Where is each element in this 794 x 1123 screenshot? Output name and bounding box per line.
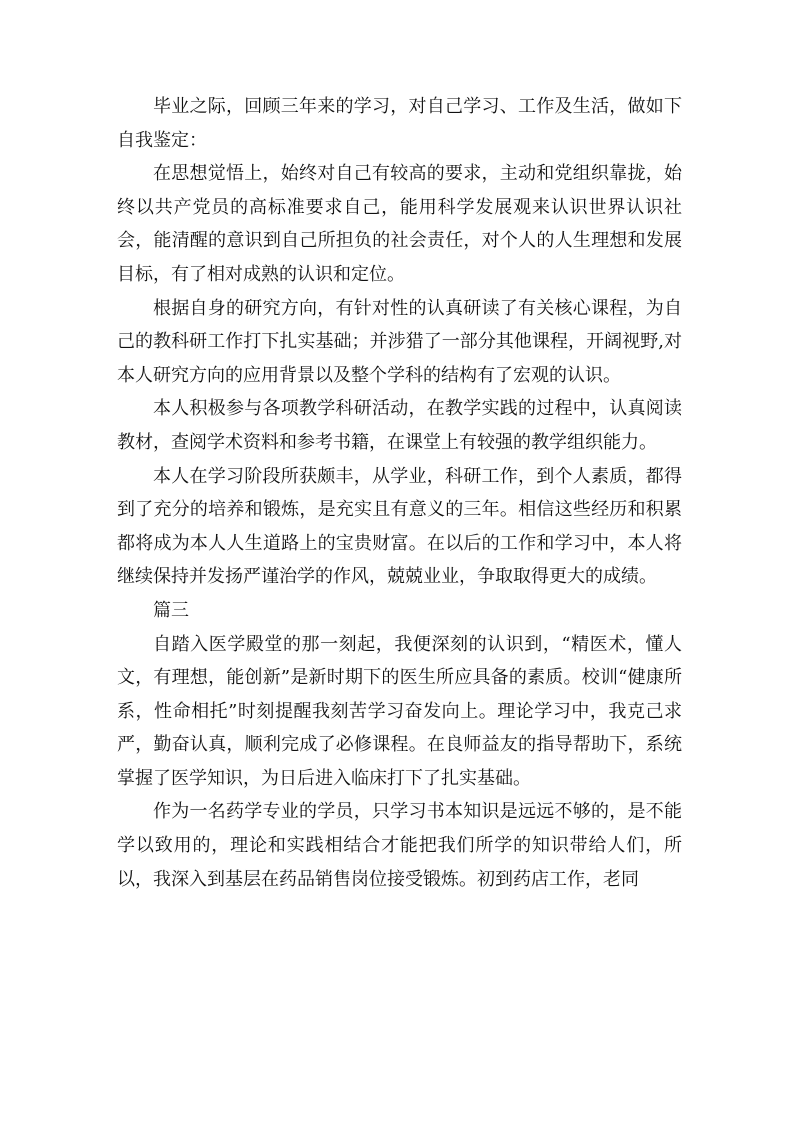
paragraph-research: 根据自身的研究方向，有针对性的认真研读了有关核心课程，为自己的教科研工作打下扎实基础；并涉猎了一部分其他课程，开阔视野,对本人研究方向的应用背景以及整个学科的结构有了宏观的认识。 — [117, 297, 682, 386]
paragraph-summary: 本人在学习阶段所获颇丰，从学业，科研工作，到个人素质，都得到了充分的培养和锻炼，是充实且有意义的三年。相信这些经历和积累都将成为本人人生道路上的宝贵财富。在以后的工作和学习中，本人将继续保持并发扬严谨治学的作风，兢兢业业，争取取得更大的成绩。 — [117, 465, 682, 588]
paragraph-graduation-intro: 毕业之际，回顾三年来的学习，对自己学习、工作及生活，做如下自我鉴定： — [117, 96, 682, 151]
document-page — [117, 90, 682, 896]
section-heading: 篇三 — [153, 599, 189, 621]
paragraph-teaching: 本人积极参与各项教学科研活动，在教学实践的过程中，认真阅读教材，查阅学术资料和参考书籍，在课堂上有较强的教学组织能力。 — [117, 398, 682, 453]
paragraph-pharmacy: 作为一名药学专业的学员，只学习书本知识是远远不够的，是不能学以致用的，理论和实践相结合才能把我们所学的知识带给人们，所以，我深入到基层在药品销售岗位接受锻炼。初到药店工作，老同 — [117, 801, 682, 890]
paragraph-ideology: 在思想觉悟上，始终对自己有较高的要求，主动和党组织靠拢，始终以共产党员的高标准要求自己，能用科学发展观来认识世界认识社会，能清醒的意识到自己所担负的社会责任，对个人的人生理想和发展目标，有了相对成熟的认识和定位。 — [117, 163, 682, 285]
paragraph-medicine: 自踏入医学殿堂的那一刻起，我便深刻的认识到，“精医术，懂人文，有理想，能创新”是新时期下的医生所应具备的素质。校训“健康所系，性命相托”时刻提醒我刻苦学习奋发向上。理论学习中，我克己求严，勤奋认真，顺利完成了必修课程。在良师益友的指导帮助下，系统掌握了医学知识，为日后进入临床打下了扎实基础。 — [117, 633, 682, 789]
